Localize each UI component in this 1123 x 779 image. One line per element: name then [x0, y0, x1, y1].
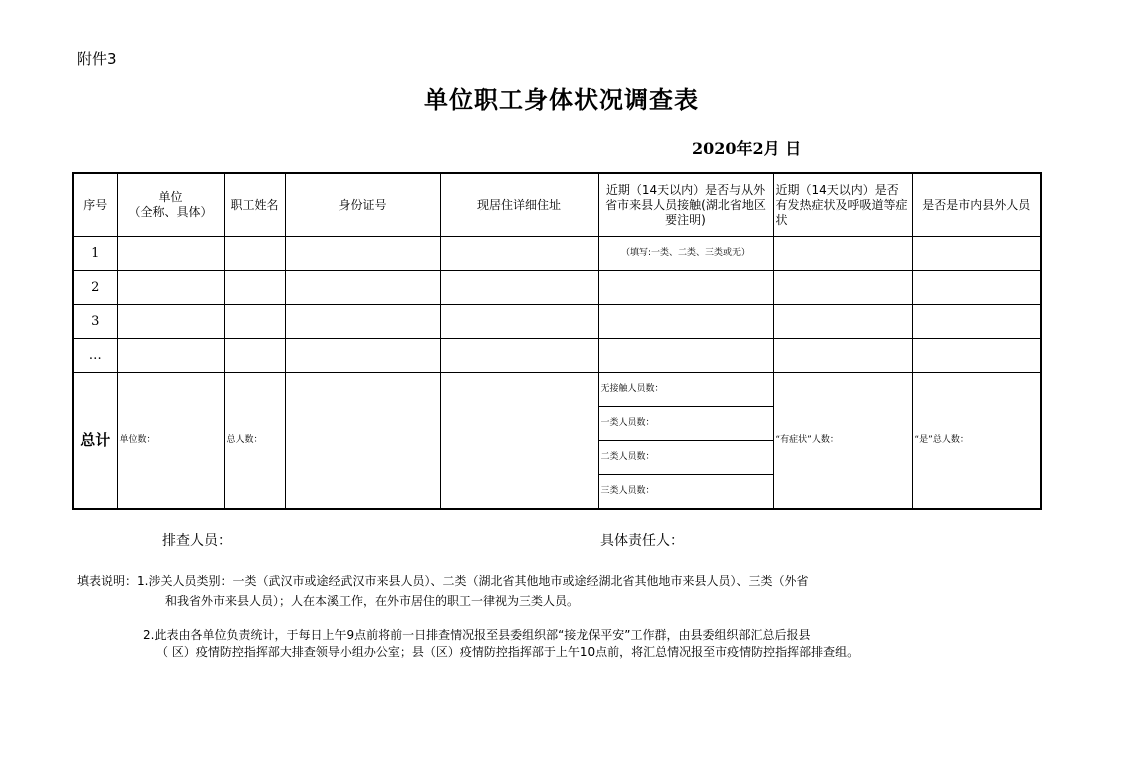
header-row — [73, 173, 1041, 237]
cell-unit[interactable] — [117, 339, 224, 373]
cell-name[interactable] — [224, 271, 285, 305]
total-id-blank — [285, 373, 440, 510]
header-outside: 是否是市内县外人员 — [912, 173, 1041, 237]
cell-unit[interactable] — [117, 305, 224, 339]
cell-unit[interactable] — [117, 271, 224, 305]
header-contact: 近期（14天以内）是否与从外省市来县人员接触(湖北省地区要注明) — [598, 173, 773, 237]
header-unit-line2: （全称、具体） — [128, 205, 213, 219]
cell-symptom[interactable] — [773, 305, 912, 339]
cell-name[interactable] — [224, 237, 285, 271]
total-class1[interactable]: 一类人员数： — [598, 407, 773, 441]
cell-id[interactable] — [285, 305, 440, 339]
header-address: 现居住详细住址 — [440, 173, 598, 237]
cell-id[interactable] — [285, 339, 440, 373]
table-row — [73, 237, 1041, 271]
table-row — [73, 339, 1041, 373]
total-class2[interactable]: 二类人员数： — [598, 441, 773, 475]
cell-symptom[interactable] — [773, 271, 912, 305]
cell-unit[interactable] — [117, 237, 224, 271]
total-symptom-count[interactable]: “有症状”人数： — [773, 373, 912, 510]
cell-id[interactable] — [285, 237, 440, 271]
form-date: 2020年2月 日 — [692, 139, 802, 158]
form-title: 单位职工身体状况调查表 — [424, 85, 699, 114]
cell-contact[interactable] — [598, 271, 773, 305]
row-seq: … — [73, 339, 117, 373]
cell-id[interactable] — [285, 271, 440, 305]
total-row — [73, 373, 1041, 407]
row-seq: 2 — [73, 271, 117, 305]
cell-name[interactable] — [224, 339, 285, 373]
note-1-line-2: 和我省外市来县人员）；人在本溪工作，在外市居住的职工一律视为三类人员。 — [165, 594, 580, 608]
note-2-line-1: 2.此表由各单位负责统计，于每日上午9点前将前一日排查情况报至县委组织部“接龙保平安”工作群，由县委组织部汇总后报县 — [143, 628, 811, 642]
total-yes-count[interactable]: “是”总人数： — [912, 373, 1041, 510]
cell-address[interactable] — [440, 237, 598, 271]
header-name: 职工姓名 — [224, 173, 285, 237]
cell-symptom[interactable] — [773, 339, 912, 373]
cell-contact-hint[interactable]: （填写:一类、二类、三类或无） — [598, 237, 773, 271]
cell-symptom[interactable] — [773, 237, 912, 271]
cell-address[interactable] — [440, 271, 598, 305]
cell-outside[interactable] — [912, 237, 1041, 271]
row-seq: 1 — [73, 237, 117, 271]
header-seq: 序号 — [73, 173, 117, 237]
total-no-contact[interactable]: 无接触人员数： — [598, 373, 773, 407]
cell-name[interactable] — [224, 305, 285, 339]
row-seq: 3 — [73, 305, 117, 339]
cell-address[interactable] — [440, 339, 598, 373]
table-row — [73, 305, 1041, 339]
header-unit — [117, 173, 224, 237]
total-unit-count[interactable]: 单位数： — [117, 373, 224, 510]
cell-outside[interactable] — [912, 271, 1041, 305]
inspector-signature: 排查人员： — [162, 533, 232, 549]
header-unit-line1: 单位 — [158, 190, 183, 204]
cell-outside[interactable] — [912, 339, 1041, 373]
cell-contact[interactable] — [598, 339, 773, 373]
note-2-line-2: （ 区）疫情防控指挥部大排查领导小组办公室；县（区）疫情防控指挥部于上午10点前，将汇总情况报至市疫情防控指挥部排查组。 — [156, 645, 860, 659]
attachment-label: 附件3 — [77, 50, 117, 68]
cell-address[interactable] — [440, 305, 598, 339]
total-people-count[interactable]: 总人数： — [224, 373, 285, 510]
table-row — [73, 271, 1041, 305]
cell-outside[interactable] — [912, 305, 1041, 339]
responsible-signature: 具体责任人： — [600, 533, 684, 549]
total-address-blank — [440, 373, 598, 510]
note-1-line-1: 填表说明：1.涉关人员类别：一类（武汉市或途经武汉市来县人员）、二类（湖北省其他地市或途经湖北省其他地市来县人员）、三类（外省 — [77, 574, 809, 588]
survey-table — [72, 172, 1042, 510]
cell-contact[interactable] — [598, 305, 773, 339]
total-class3[interactable]: 三类人员数： — [598, 475, 773, 510]
total-label: 总计 — [73, 373, 117, 510]
header-id: 身份证号 — [285, 173, 440, 237]
header-symptom: 近期（14天以内）是否有发热症状及呼吸道等症状 — [773, 173, 912, 237]
